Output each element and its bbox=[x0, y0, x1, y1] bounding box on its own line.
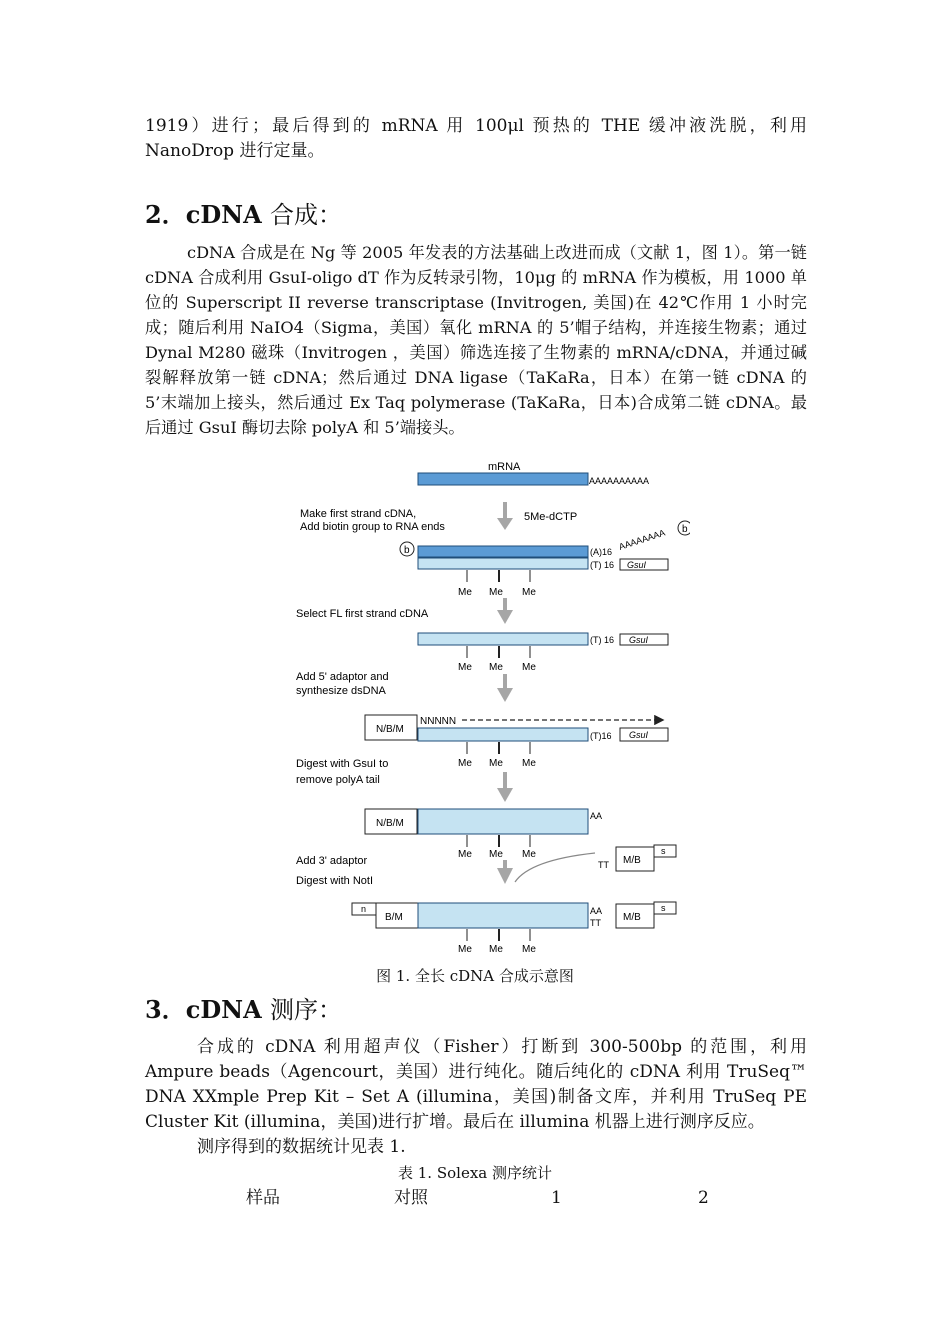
section-3-title-zh: 测序： bbox=[270, 996, 343, 1024]
table-header-2: 2 bbox=[698, 1188, 709, 1208]
step-5-line-1: Add 3' adaptor bbox=[296, 855, 368, 867]
polya-tail-curl: AAAAAAAA bbox=[617, 527, 667, 552]
dsdna-bar-1 bbox=[418, 809, 588, 834]
step-2-label: Select FL first strand cDNA bbox=[296, 608, 429, 620]
section-2-number: 2． bbox=[145, 200, 186, 229]
dsdna-bar-2 bbox=[418, 903, 588, 928]
section-2-title-zh: 合成： bbox=[270, 201, 343, 229]
tt-label-2: TT bbox=[590, 918, 601, 928]
process-arrowhead-1 bbox=[497, 518, 513, 530]
me-label: Me bbox=[458, 944, 472, 955]
step-3-line-1: Add 5' adaptor and bbox=[296, 671, 389, 683]
first-strand-bar bbox=[418, 558, 588, 569]
biotin-label-right: b bbox=[682, 524, 688, 535]
step-1-line-2: Add biotin group to RNA ends bbox=[300, 521, 445, 533]
paragraph-data-stats: 测序得到的数据统计见表 1. bbox=[197, 1137, 406, 1157]
mb-label-1: M/B bbox=[623, 855, 641, 866]
gsui-label-1: GsuI bbox=[627, 560, 647, 570]
aa-label-1: AA bbox=[590, 811, 603, 821]
figure-caption: 图 1. 全长 cDNA 合成示意图 bbox=[376, 967, 574, 985]
first-strand-bar-3 bbox=[418, 728, 588, 741]
nucleotide-label: 5Me-dCTP bbox=[524, 511, 578, 523]
nbm-label-2: N/B/M bbox=[376, 818, 404, 829]
me-label: Me bbox=[458, 587, 472, 598]
paragraph-cdna-sequencing: 合成的 cDNA 利用超声仪（Fisher）打断到 300-500bp 的范围，利用 Ampure beads（Agencourt，美国）进行纯化。随后纯化的 cDNA 利用 TruSeq™ DNA XXmple Prep Kit – Set A (illumina，美国)制备文库，并利用 TruSeq PE Cluster Kit (illumina，美国)进行扩增。最后在 illumina 机器上进行测序反应。 bbox=[145, 1037, 807, 1132]
process-arrowhead-3 bbox=[497, 688, 513, 702]
me-label: Me bbox=[522, 587, 536, 598]
nbm-label-1: N/B/M bbox=[376, 724, 404, 735]
me-label: Me bbox=[489, 944, 503, 955]
step-4-line-1: Digest with GsuI to bbox=[296, 758, 389, 770]
section-2-heading bbox=[145, 195, 342, 230]
process-arrowhead-2 bbox=[497, 610, 513, 624]
table-header-1: 1 bbox=[551, 1188, 562, 1208]
step-3-line-2: synthesize dsDNA bbox=[296, 685, 386, 697]
me-label: Me bbox=[458, 758, 472, 769]
mrna-bar bbox=[418, 473, 588, 485]
t16-label-2: (T) 16 bbox=[590, 635, 615, 645]
me-label: Me bbox=[489, 587, 503, 598]
gsui-label-2: GsuI bbox=[629, 635, 649, 645]
s-label-2: s bbox=[661, 903, 666, 913]
rna-strand-bar bbox=[418, 546, 588, 557]
table-header-sample: 样品 bbox=[246, 1188, 280, 1208]
s-label-1: s bbox=[661, 846, 666, 856]
aa-label-2: AA bbox=[590, 906, 603, 916]
me-label: Me bbox=[458, 849, 472, 860]
me-label: Me bbox=[489, 849, 503, 860]
t16-label-3: (T)16 bbox=[590, 731, 612, 741]
step-4-line-2: remove polyA tail bbox=[296, 774, 380, 786]
me-label: Me bbox=[522, 849, 536, 860]
me-label: Me bbox=[522, 662, 536, 673]
mrna-label: mRNA bbox=[488, 461, 521, 473]
paragraph-cdna-synthesis: cDNA 合成是在 Ng 等 2005 年发表的方法基础上改进而成（文献 1，图 1）。第一链 cDNA 合成利用 GsuI-oligo dT 作为反转录引物，10μg 的 mRNA 作为模板，用 1000 单位的 Superscript II reverse transcriptase (Invitrogen, 美国)在 42℃作用 1 小时完成；随后利用 NaIO4（Sigma，美国）氧化 mRNA 的 5’帽子结构，并连接生物素；通过 Dynal M280 磁珠（Invitrogen ，美国）筛选连接了生物素的 mRNA/cDNA，并通过碱裂解释放第一链 cDNA；然后通过 DNA ligase（TaKaRa，日本）在第一链 cDNA 的 5’末端加上接头，然后通过 Ex Taq polymerase (TaKaRa，日本)合成第二链 cDNA。最后通过 GsuI 酶切去除 polyA 和 5’端接头。 bbox=[145, 243, 807, 437]
first-strand-bar-2 bbox=[418, 633, 588, 645]
a16-label: (A)16 bbox=[590, 547, 613, 557]
me-label: Me bbox=[522, 758, 536, 769]
process-arrowhead-4 bbox=[497, 788, 513, 802]
section-3-title-latin: cDNA bbox=[185, 995, 262, 1024]
t16-label: (T) 16 bbox=[590, 560, 615, 570]
biotin-label-left: b bbox=[404, 545, 410, 556]
nnnnn-label: NNNNN bbox=[420, 716, 457, 727]
table-caption: 表 1. Solexa 测序统计 bbox=[398, 1164, 552, 1182]
me-label: Me bbox=[522, 944, 536, 955]
section-3-heading bbox=[145, 990, 342, 1025]
me-label: Me bbox=[458, 662, 472, 673]
me-label: Me bbox=[489, 758, 503, 769]
section-2-title-latin: cDNA bbox=[185, 200, 262, 229]
table-header-control: 对照 bbox=[394, 1188, 428, 1208]
polya-tail: AAAAAAAAAA bbox=[589, 476, 650, 486]
gsui-label-3: GsuI bbox=[629, 730, 649, 740]
tt-label-1: TT bbox=[598, 860, 609, 870]
paragraph-rna-extraction-end: 1919）进行；最后得到的 mRNA 用 100μl 预热的 THE 缓冲液洗脱，利用 NanoDrop 进行定量。 bbox=[145, 116, 807, 161]
bm-label: B/M bbox=[385, 912, 403, 923]
n-label: n bbox=[361, 904, 367, 914]
me-label: Me bbox=[489, 662, 503, 673]
process-arrowhead-5 bbox=[497, 868, 513, 884]
step-5-line-2: Digest with NotI bbox=[296, 875, 374, 887]
step-1-line-1: Make first strand cDNA, bbox=[300, 508, 417, 520]
mb-label-2: M/B bbox=[623, 912, 641, 923]
section-3-number: 3． bbox=[145, 995, 186, 1024]
figure-cdna-synthesis-diagram bbox=[290, 458, 690, 962]
